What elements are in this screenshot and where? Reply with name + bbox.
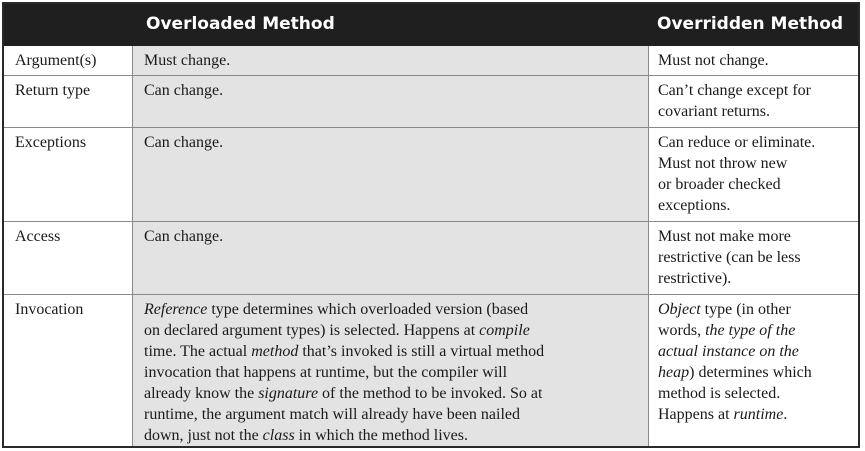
header-overloaded-method: Overloaded Method xyxy=(146,14,335,34)
cell-line xyxy=(144,341,648,362)
cell-line: restrictive). xyxy=(658,270,732,287)
overloaded-cell xyxy=(133,295,648,446)
text: that’s invoked is still a virtual method xyxy=(298,343,545,360)
table-row-invocation xyxy=(4,294,858,446)
header-overridden-method: Overridden Method xyxy=(657,14,844,34)
text: Happens at xyxy=(658,406,734,423)
cell-line: runtime, the argument match will already have been nailed xyxy=(144,406,521,423)
text: on declared argument types) is selected. Happens at xyxy=(144,322,480,339)
table-row-access xyxy=(4,221,858,294)
text: down, just not the xyxy=(144,427,263,444)
emphasis: method xyxy=(251,343,299,360)
overridden-cell xyxy=(648,222,858,294)
cell-line: Can reduce or eliminate. xyxy=(658,134,816,151)
text: type (in other xyxy=(700,301,791,318)
emphasis: Reference xyxy=(144,301,208,318)
text: words, xyxy=(658,322,706,339)
table-row-exceptions xyxy=(4,127,858,221)
row-label: Return type xyxy=(4,76,133,127)
cell-line xyxy=(144,383,648,404)
overloaded-cell: Can change. xyxy=(133,222,648,294)
emphasis: compile xyxy=(479,322,530,339)
cell-line xyxy=(144,320,648,341)
text: type determines which overloaded version (based xyxy=(207,301,529,318)
cell-line xyxy=(144,299,648,320)
cell-line xyxy=(658,299,854,320)
cell-line xyxy=(658,404,854,425)
row-label: Argument(s) xyxy=(4,46,133,75)
emphasis: heap xyxy=(658,364,690,381)
cell-line: or broader checked xyxy=(658,176,781,193)
comparison-table xyxy=(2,2,860,448)
overridden-cell xyxy=(648,76,858,127)
text: time. The actual xyxy=(144,343,252,360)
overridden-cell xyxy=(648,295,858,446)
table-row-arguments xyxy=(4,46,858,75)
text: already know the xyxy=(144,385,259,402)
table-row-return-type xyxy=(4,75,858,127)
emphasis: class xyxy=(262,427,295,444)
table-header-row xyxy=(4,4,858,46)
emphasis: actual instance on the xyxy=(658,343,799,360)
text: ) determines which xyxy=(689,364,812,381)
cell-line: covariant returns. xyxy=(658,103,770,120)
cell-line xyxy=(144,425,648,446)
overloaded-cell: Can change. xyxy=(133,128,648,221)
text: of the method to be invoked. So at xyxy=(318,385,543,402)
cell-line: restrictive (can be less xyxy=(658,249,801,266)
emphasis: the type of the xyxy=(705,322,796,339)
overloaded-cell: Can change. xyxy=(133,76,648,127)
cell-line: Must not make more xyxy=(658,228,791,245)
emphasis: signature xyxy=(258,385,319,402)
emphasis: runtime xyxy=(733,406,784,423)
row-label: Access xyxy=(4,222,133,294)
emphasis: Object xyxy=(658,301,701,318)
row-label: Invocation xyxy=(4,295,133,446)
overridden-cell xyxy=(648,128,858,221)
row-label: Exceptions xyxy=(4,128,133,221)
cell-line: exceptions. xyxy=(658,197,731,214)
overridden-cell: Must not change. xyxy=(648,46,858,75)
text: . xyxy=(783,406,788,423)
cell-line: Must not throw new xyxy=(658,155,788,172)
cell-line xyxy=(658,341,854,362)
cell-line: method is selected. xyxy=(658,385,781,402)
cell-line xyxy=(658,362,854,383)
text: in which the method lives. xyxy=(294,427,468,444)
cell-line xyxy=(658,320,854,341)
cell-line: Can’t change except for xyxy=(658,82,811,99)
cell-line: invocation that happens at runtime, but the compiler will xyxy=(144,364,508,381)
overloaded-cell: Must change. xyxy=(133,46,648,75)
